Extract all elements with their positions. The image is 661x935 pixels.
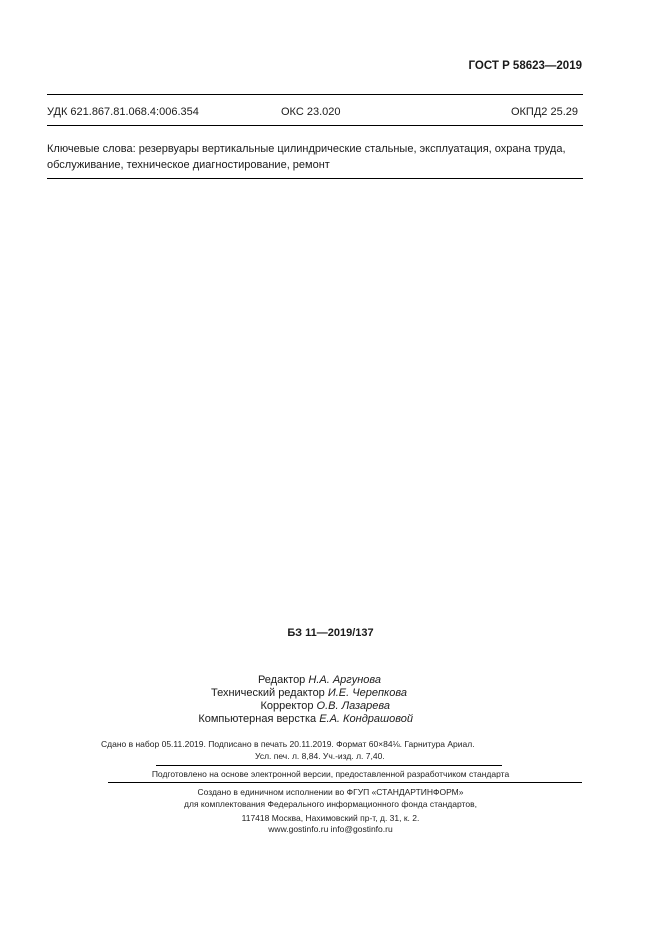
credit-role: Корректор [260,700,314,712]
divider [47,178,583,179]
credit-layout [198,713,413,725]
oks-code: ОКС 23.020 [281,106,341,118]
credit-role: Технический редактор [210,687,325,699]
credit-name: И.Е. Черепкова [327,687,407,699]
keywords-line: Ключевые слова: резервуары вертикальные цилиндрические стальные, эксплуатация, охрана труда, [47,143,566,155]
divider [47,94,583,95]
publisher-contacts: www.gostinfo.ru info@gostinfo.ru [268,824,393,834]
divider [108,782,582,783]
standard-number: ГОСТ Р 58623—2019 [468,60,582,72]
created-note: Создано в единичном исполнении во ФГУП «СТАНДАРТИНФОРМ» [197,787,464,797]
prepared-note: Подготовлено на основе электронной версии, предоставленной разработчиком стандарта [151,769,510,779]
credit-editor [258,674,381,686]
divider [156,765,502,766]
bz-number: БЗ 11—2019/137 [287,627,374,639]
imprint-line: Усл. печ. л. 8,84. Уч.-изд. л. 7,40. [255,751,385,761]
credit-name: Е.А. Кондрашовой [319,713,413,725]
udk-code: УДК 621.867.81.068.4:006.354 [47,106,199,118]
credit-name: О.В. Лазарева [316,700,390,712]
credit-tech-editor [211,687,407,699]
credit-corrector [261,700,390,712]
imprint-line: Сдано в набор 05.11.2019. Подписано в печать 20.11.2019. Формат 60×84⅛. Гарнитура Ариал. [101,739,475,749]
publisher-address: 117418 Москва, Нахимовский пр-т, д. 31, к. 2. [241,813,420,823]
credit-name: Н.А. Аргунова [308,674,381,686]
okpd-code: ОКПД2 25.29 [510,106,578,118]
keywords-line: обслуживание, техническое диагностирование, ремонт [47,159,330,171]
keywords [47,141,587,173]
created-note: для комплектования Федерального информационного фонда стандартов, [184,799,477,809]
credit-role: Редактор [257,674,306,686]
divider [47,125,583,126]
credit-role: Компьютерная верстка [198,713,317,725]
